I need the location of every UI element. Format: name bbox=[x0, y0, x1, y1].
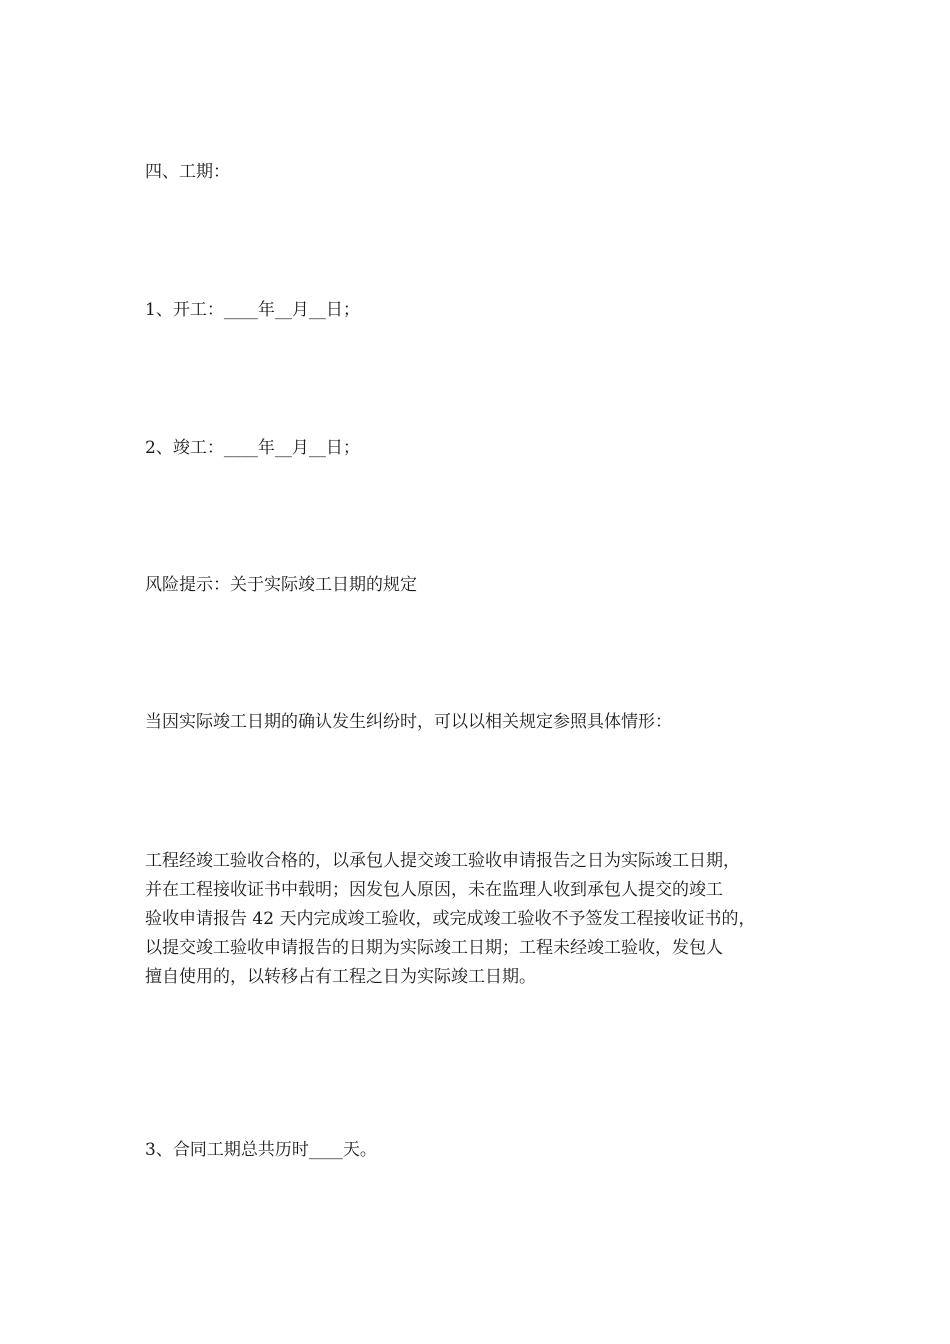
completion-date-clause: 2、竣工：____年__月__日； bbox=[145, 438, 360, 458]
total-duration-clause: 3、合同工期总共历时____天。 bbox=[145, 1140, 377, 1160]
paragraph-line: 擅自使用的，以转移占有工程之日为实际竣工日期。 bbox=[145, 967, 536, 987]
paragraph-line: 工程经竣工验收合格的，以承包人提交竣工验收申请报告之日为实际竣工日期， bbox=[145, 851, 740, 871]
paragraph-line: 并在工程接收证书中载明；因发包人原因，未在监理人收到承包人提交的竣工 bbox=[145, 880, 723, 900]
completion-rule-paragraph bbox=[145, 847, 815, 992]
dispute-intro: 当因实际竣工日期的确认发生纠纷时，可以以相关规定参照具体情形： bbox=[145, 712, 672, 732]
paragraph-line: 以提交竣工验收申请报告的日期为实际竣工日期；工程未经竣工验收，发包人 bbox=[145, 938, 723, 958]
section-heading: 四、工期： bbox=[145, 162, 230, 182]
risk-notice-title: 风险提示：关于实际竣工日期的规定 bbox=[145, 575, 417, 595]
paragraph-line: 验收申请报告 42 天内完成竣工验收，或完成竣工验收不予签发工程接收证书的， bbox=[145, 909, 756, 929]
start-date-clause: 1、开工：____年__月__日； bbox=[145, 300, 360, 320]
